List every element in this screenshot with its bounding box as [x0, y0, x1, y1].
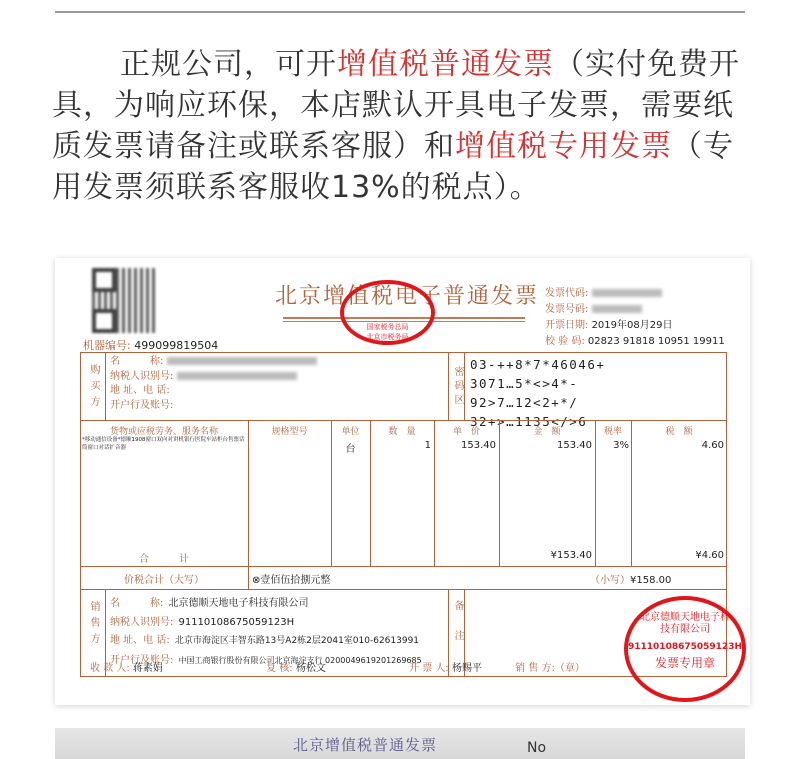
- date-value: 2019年08月29日: [591, 320, 673, 331]
- reviewer: 杨松文: [295, 663, 326, 674]
- col-rate: 税率: [603, 427, 622, 437]
- cipher-line: 3071…5*<>4*-: [470, 376, 579, 391]
- check-label: 校 验 码:: [545, 336, 585, 347]
- seller-fields: [110, 593, 422, 668]
- item-name: *移动通信设备*德顺1908窗口双向对讲机银行医院车站柜台售票话筒窗口对话扩音器: [82, 437, 245, 451]
- intro-highlight-special-invoice: 增值税专用发票: [455, 129, 672, 164]
- stamp-company: 北京德顺天地电子科技有限公司: [640, 612, 730, 635]
- total-label: 合 计: [139, 554, 189, 565]
- divider: [464, 352, 465, 420]
- sum-upper-value: 壹佰伍拾捌元整: [260, 575, 331, 586]
- machine-value: 499099819504: [134, 339, 219, 352]
- col-tax: 税 额: [665, 427, 693, 437]
- divider: [105, 352, 106, 420]
- divider: [80, 420, 727, 421]
- qr-code: [92, 268, 157, 333]
- next-invoice-no-label: No: [527, 740, 547, 756]
- sum-lower: [590, 571, 671, 586]
- divider: [80, 589, 727, 590]
- item-qty: 1: [424, 440, 431, 451]
- total-amount: ¥153.40: [550, 550, 592, 561]
- seller-tax-label: 纳税人识别号:: [110, 616, 174, 628]
- payee-label: 收 款 人:: [90, 663, 130, 674]
- col-unit: 单位: [341, 427, 360, 437]
- cipher-line: 92>7…12<2+*/: [470, 395, 579, 410]
- check-value: 02823 91818 10951 19911: [587, 336, 725, 347]
- divider: [55, 11, 745, 13]
- divider: [448, 352, 449, 420]
- machine-number: [83, 337, 218, 353]
- buyer-address-label: 地 址、电 话:: [110, 385, 170, 396]
- col-price: 单 价: [452, 427, 480, 437]
- stamp-number: 91110108675059123H: [628, 642, 742, 652]
- sum-lower-label: （小写）: [590, 575, 630, 586]
- intro-text: （专用发票须联系客服收13%的税点）。: [52, 129, 734, 205]
- seller-bank-label: 开户行及账号:: [110, 654, 174, 666]
- col-spec: 规格型号: [271, 427, 308, 437]
- next-invoice-title: 北京增值税普通发票: [293, 736, 438, 754]
- seller-address-label: 地 址、电 话:: [110, 635, 170, 646]
- invoice-code: [545, 284, 662, 299]
- item-rate: 3%: [613, 440, 629, 451]
- intro-highlight-ordinary-invoice: 增值税普通发票: [337, 47, 554, 82]
- col-name: 货物或应税劳务、服务名称: [109, 427, 218, 437]
- buyer-fields: [110, 355, 317, 413]
- seller-bank: 中国工商银行股份有限公司北京海淀支行 0200049619201269685: [178, 655, 422, 665]
- cipher-label: 密码区: [452, 366, 463, 408]
- buyer-label: 购买方: [88, 364, 99, 412]
- blurred-value: [592, 289, 662, 297]
- invoice-date: [545, 316, 672, 331]
- divider: [248, 420, 249, 566]
- signature-line: [90, 659, 610, 674]
- drawer-label: 开 票 人:: [409, 663, 449, 674]
- check-code: [545, 332, 725, 347]
- sum-lower-value: ¥158.00: [630, 575, 672, 586]
- sum-upper-label: 价税合计（大写）: [124, 575, 204, 586]
- blurred-value: [167, 357, 317, 365]
- invoice-title: 北京增值税电子普通发票: [275, 284, 540, 309]
- intro-paragraph: [52, 44, 752, 208]
- cross-circle-icon: ⊗: [252, 575, 261, 586]
- item-unit: 台: [345, 444, 356, 455]
- buyer-tax-label: 纳税人识别号:: [110, 370, 174, 382]
- seller-address: 北京市海淀区丰智东路13号A2栋2层2041室010-62613991: [174, 636, 420, 646]
- stamp-type: 发票专用章: [654, 656, 715, 670]
- drawer: 杨赐平: [451, 663, 482, 674]
- seller-label: 销售方: [88, 601, 99, 649]
- stamp-text: 国家税务总局: [366, 323, 409, 331]
- invoice-number: [545, 300, 642, 315]
- col-amount: 金 额: [533, 427, 561, 437]
- item-price: 153.40: [461, 440, 496, 451]
- blurred-value: [177, 372, 297, 380]
- date-label: 开票日期:: [545, 320, 589, 331]
- cipher-line: 32+>…1135</>6: [470, 414, 588, 429]
- seller-name-label: 名 称:: [110, 598, 164, 609]
- divider: [248, 566, 249, 589]
- buyer-name-label: 名 称:: [110, 356, 164, 367]
- next-invoice-image: [55, 728, 745, 759]
- blurred-value: [592, 305, 642, 313]
- remark-label: 备注: [452, 600, 463, 660]
- code-label: 发票代码:: [545, 288, 589, 299]
- tax-bureau-stamp: [340, 280, 435, 345]
- intro-text: （实付免费开具，为响应环保，本店默认开具电子发票，需要纸质发票请备注或联系客服）和: [52, 47, 740, 164]
- item-tax: 4.60: [701, 440, 724, 451]
- buyer-bank-label: 开户行及账号:: [110, 399, 174, 411]
- seller-invoice-stamp: [624, 596, 746, 702]
- payee: 蒋素娟: [132, 663, 163, 674]
- total-tax: ¥4.60: [695, 550, 724, 561]
- item-amount: 153.40: [557, 440, 592, 451]
- intro-text: 正规公司，可开: [120, 47, 337, 82]
- machine-label: 机器编号:: [83, 339, 131, 352]
- sum-upper: [252, 571, 330, 586]
- stamp-text: 北京市税务局: [366, 333, 409, 341]
- number-label: 发票号码:: [545, 304, 589, 315]
- col-qty: 数 量: [388, 427, 416, 437]
- divider: [80, 566, 727, 567]
- cipher-line: 03-++8*7*46046+: [470, 357, 606, 372]
- seller-tax: 91110108675059123H: [178, 616, 295, 628]
- seller-sign-label: 销 售 方:（章）: [515, 663, 585, 674]
- reviewer-label: 复 核:: [266, 663, 293, 674]
- seller-name: 北京德顺天地电子科技有限公司: [168, 598, 309, 609]
